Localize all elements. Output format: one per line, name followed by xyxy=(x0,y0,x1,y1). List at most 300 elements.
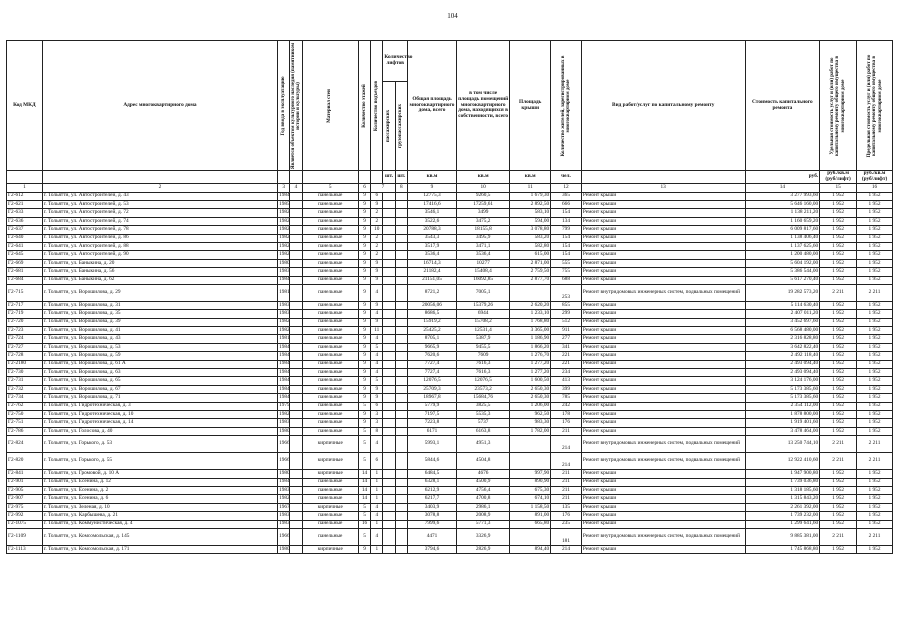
cell-roof-area: 582,80 xyxy=(510,242,551,250)
cell-cost: 5 604 192,00 xyxy=(745,259,820,267)
cell-cost: 3 642 822,40 xyxy=(745,343,820,351)
cell-cost: 5 173 385,60 xyxy=(745,394,820,402)
cell-entrances: 3 xyxy=(371,411,383,419)
cell-owned-area: 4756,4 xyxy=(457,486,510,494)
cell-max-cost: 1 952 xyxy=(857,259,893,267)
cell-total-area: 3536,4 xyxy=(407,251,456,259)
cell-floors: 14 xyxy=(358,470,370,478)
cell-lifts-passenger xyxy=(383,360,395,368)
cell-lifts-cargo xyxy=(395,402,407,410)
cell-year: 1982 xyxy=(278,251,290,259)
cell-residents: 221 xyxy=(551,360,582,368)
cell-owned-area: 15684,76 xyxy=(457,394,510,402)
header-cost: Стоимость капитального ремонта xyxy=(745,41,820,171)
cell-heritage xyxy=(290,327,302,335)
cell-material: панельные xyxy=(302,318,358,326)
cell-unit-cost: 1 952 xyxy=(820,343,857,351)
cell-residents: 341 xyxy=(551,343,582,351)
cell-work-type: Ремонт крыши xyxy=(581,495,745,503)
cell-lifts-passenger xyxy=(383,242,395,250)
cell-unit-cost: 1 952 xyxy=(820,301,857,309)
cell-cost: 5 173 385,60 xyxy=(745,385,820,393)
cell-roof-area: 3 365,00 xyxy=(510,327,551,335)
cell-residents: 666 xyxy=(551,201,582,209)
cell-lifts-passenger xyxy=(383,545,395,553)
cell-floors: 9 xyxy=(358,209,370,217)
cell-code: Г2-641 xyxy=(7,242,43,250)
table-row xyxy=(7,352,893,360)
cell-lifts-passenger xyxy=(383,528,395,545)
cell-heritage xyxy=(290,301,302,309)
table-row xyxy=(7,242,893,250)
cell-code: Г2-731 xyxy=(7,377,43,385)
cell-max-cost: 1 952 xyxy=(857,520,893,528)
cell-max-cost: 1 952 xyxy=(857,318,893,326)
cell-code: Г2-824 xyxy=(7,436,43,453)
cell-residents: 277 xyxy=(551,335,582,343)
cell-year: 1979 xyxy=(278,402,290,410)
cell-work-type: Ремонт крыши xyxy=(581,470,745,478)
table-row xyxy=(7,201,893,209)
cell-cost: 3 277 993,60 xyxy=(745,192,820,200)
header-floors-text: Количество этажей xyxy=(361,83,367,128)
cell-unit-cost: 1 952 xyxy=(820,520,857,528)
cell-floors: 9 xyxy=(358,192,370,200)
cell-lifts-passenger xyxy=(383,352,395,360)
cell-work-type: Ремонт крыши xyxy=(581,209,745,217)
table-row xyxy=(7,318,893,326)
cell-owned-area: 3495,9 xyxy=(457,234,510,242)
cell-owned-area: 17259,61 xyxy=(457,201,510,209)
cell-work-type: Ремонт крыши xyxy=(581,503,745,511)
cell-total-area: 12076,5 xyxy=(407,377,456,385)
cell-address: г. Тольятти, ул. Ворошилова, д. 41 xyxy=(42,327,277,335)
cell-year: 1984 xyxy=(278,360,290,368)
cell-work-type: Ремонт крыши xyxy=(581,545,745,553)
cell-address: г. Тольятти, ул. Ворошилова, д. 29 xyxy=(42,284,277,301)
column-number-row xyxy=(7,183,893,192)
cell-cost: 1 137 625,60 xyxy=(745,242,820,250)
cell-owned-area: 3471,1 xyxy=(457,242,510,250)
cell-address: г. Тольятти, ул. Есенина, д. 6 xyxy=(42,495,277,503)
cell-cost: 5 114 630,40 xyxy=(745,301,820,309)
cell-material: кирпичные xyxy=(302,470,358,478)
cell-address: г. Тольятти, ул. Автостроителей, д. 88 xyxy=(42,242,277,250)
cell-work-type: Ремонт крыши xyxy=(581,486,745,494)
cell-roof-area: 2 620,20 xyxy=(510,301,551,309)
cell-unit-cost: 1 952 xyxy=(820,251,857,259)
cell-floors: 9 xyxy=(358,352,370,360)
cell-material: панельные xyxy=(302,411,358,419)
cell-entrances: 9 xyxy=(371,259,383,267)
cell-year: 1982 xyxy=(278,209,290,217)
cell-year: 1983 xyxy=(278,512,290,520)
cell-heritage xyxy=(290,411,302,419)
cell-floors: 9 xyxy=(358,284,370,301)
cell-heritage xyxy=(290,217,302,225)
cell-cost: 6 009 817,60 xyxy=(745,226,820,234)
header-work-type: Вид работ/услуг по капитальному ремонту xyxy=(581,41,745,171)
cell-unit-cost: 1 952 xyxy=(820,217,857,225)
cell-lifts-passenger xyxy=(383,512,395,520)
cell-material: панельные xyxy=(302,478,358,486)
cell-work-type: Ремонт внутридомовых инженерных систем, подвальных помещений xyxy=(581,453,745,470)
cell-year: 1984 xyxy=(278,343,290,351)
cell-heritage xyxy=(290,343,302,351)
cell-lifts-passenger xyxy=(383,343,395,351)
cell-roof-area: 1 782,00 xyxy=(510,427,551,435)
cell-residents: 154 xyxy=(551,209,582,217)
cell-roof-area xyxy=(510,284,551,301)
cell-roof-area: 594,00 xyxy=(510,217,551,225)
cell-work-type: Ремонт крыши xyxy=(581,201,745,209)
table-row xyxy=(7,234,893,242)
cell-address: г. Тольятти, ул. Горького, д. 53 xyxy=(42,436,277,453)
cell-total-area: 8721,2 xyxy=(407,284,456,301)
cell-unit-cost: 1 952 xyxy=(820,259,857,267)
cell-work-type: Ремонт крыши xyxy=(581,335,745,343)
cell-entrances: 1 xyxy=(371,470,383,478)
cell-residents: 176 xyxy=(551,512,582,520)
table-row xyxy=(7,470,893,478)
cell-lifts-passenger xyxy=(383,427,395,435)
cell-code: Г2-975 xyxy=(7,503,43,511)
cell-address: г. Тольятти, ул. Автостроителей, д. 90 xyxy=(42,251,277,259)
cell-work-type: Ремонт крыши xyxy=(581,360,745,368)
cell-code: Г2-820 xyxy=(7,453,43,470)
cell-max-cost: 2 211 xyxy=(857,453,893,470)
cell-code: Г2-901 xyxy=(7,478,43,486)
cell-max-cost: 1 952 xyxy=(857,369,893,377)
col-num: 14 xyxy=(745,183,820,192)
unit-cell xyxy=(290,171,302,184)
cell-address: г. Тольятти, ул. Автостроителей, д. 72 xyxy=(42,209,277,217)
cell-address: г. Тольятти, ул. Автостроителей, д. 74 xyxy=(42,217,277,225)
cell-floors: 9 xyxy=(358,419,370,427)
cell-total-area: 7620,6 xyxy=(407,352,456,360)
unit-owned-area: кв.м xyxy=(457,171,510,184)
cell-total-area: 9665,9 xyxy=(407,343,456,351)
cell-max-cost: 1 952 xyxy=(857,470,893,478)
cell-floors: 9 xyxy=(358,394,370,402)
cell-owned-area: 10277 xyxy=(457,259,510,267)
cell-entrances: 1 xyxy=(371,486,383,494)
cell-residents: 221 xyxy=(551,352,582,360)
cell-total-area: 8705,1 xyxy=(407,335,456,343)
cell-roof-area: 615,00 xyxy=(510,251,551,259)
cell-work-type: Ремонт крыши xyxy=(581,268,745,276)
col-num: 2 xyxy=(42,183,277,192)
cell-code: Г2-750 xyxy=(7,411,43,419)
cell-lifts-cargo xyxy=(395,486,407,494)
cell-cost: 1 318 185,60 xyxy=(745,486,820,494)
cell-max-cost: 1 952 xyxy=(857,402,893,410)
cell-entrances: 2 xyxy=(371,251,383,259)
cell-heritage xyxy=(290,377,302,385)
cell-code: Г2-637 xyxy=(7,226,43,234)
cell-address: г. Тольятти, ул. Баныкина, д. 62 xyxy=(42,276,277,284)
cell-year: 1984 xyxy=(278,192,290,200)
cell-residents: 911 xyxy=(551,327,582,335)
cell-lifts-cargo xyxy=(395,478,407,486)
table-row xyxy=(7,419,893,427)
cell-total-area: 3078,8 xyxy=(407,512,456,520)
cell-entrances: 2 xyxy=(371,217,383,225)
cell-year: 1982 xyxy=(278,242,290,250)
cell-floors: 9 xyxy=(358,301,370,309)
cell-work-type: Ремонт крыши xyxy=(581,192,745,200)
cell-heritage xyxy=(290,201,302,209)
cell-lifts-passenger xyxy=(383,310,395,318)
cell-total-area: 21151,05 xyxy=(407,276,456,284)
cell-floors: 9 xyxy=(358,259,370,267)
cell-entrances: 10 xyxy=(371,226,383,234)
cell-heritage xyxy=(290,209,302,217)
cell-roof-area: 1 206,00 xyxy=(510,402,551,410)
cell-unit-cost: 1 952 xyxy=(820,318,857,326)
cell-residents: 365 xyxy=(551,192,582,200)
cell-work-type: Ремонт крыши xyxy=(581,327,745,335)
cell-year: 1983 xyxy=(278,419,290,427)
table-row xyxy=(7,411,893,419)
cell-lifts-passenger xyxy=(383,503,395,511)
cell-unit-cost: 1 952 xyxy=(820,335,857,343)
cell-material: кирпичные xyxy=(302,503,358,511)
cell-cost: 1 739 036,80 xyxy=(745,478,820,486)
cell-work-type: Ремонт крыши xyxy=(581,310,745,318)
cell-heritage xyxy=(290,276,302,284)
cell-year: 1966 xyxy=(278,436,290,453)
cell-floors: 9 xyxy=(358,242,370,250)
unit-roof-area: кв.м xyxy=(510,171,551,184)
unit-cell xyxy=(371,171,383,184)
cell-lifts-cargo xyxy=(395,192,407,200)
cell-roof-area xyxy=(510,528,551,545)
cell-address: г. Тольятти, ул. Громовой, д. 10 А xyxy=(42,470,277,478)
cell-residents: 413 xyxy=(551,377,582,385)
cell-lifts-passenger xyxy=(383,394,395,402)
cell-unit-cost: 1 952 xyxy=(820,369,857,377)
cell-residents: 235 xyxy=(551,520,582,528)
cell-total-area: 5844,6 xyxy=(407,453,456,470)
cell-address: г. Тольятти, ул. Ворошилова, д. 63 xyxy=(42,369,277,377)
cell-owned-area: 7005,1 xyxy=(457,284,510,301)
cell-total-area: 25425,2 xyxy=(407,327,456,335)
cell-address: г. Тольятти, ул. Ворошилова, д. 39 xyxy=(42,318,277,326)
cell-floors: 14 xyxy=(358,495,370,503)
cell-lifts-passenger xyxy=(383,259,395,267)
header-year-text: Год ввода в эксплуатацию xyxy=(281,75,287,136)
cell-lifts-cargo xyxy=(395,411,407,419)
cell-code: Г2-728 xyxy=(7,352,43,360)
cell-cost: 1 138 211,20 xyxy=(745,209,820,217)
cell-roof-area: 890,90 xyxy=(510,478,551,486)
cell-heritage xyxy=(290,284,302,301)
cell-total-area: 7727,4 xyxy=(407,369,456,377)
cell-total-area: 18967,8 xyxy=(407,394,456,402)
cell-entrances: 4 xyxy=(371,352,383,360)
header-lifts-cargo-text: грузопассажирских xyxy=(398,103,404,149)
cell-unit-cost: 1 952 xyxy=(820,486,857,494)
cell-residents: 785 xyxy=(551,394,582,402)
cell-unit-cost: 1 952 xyxy=(820,226,857,234)
cell-floors: 9 xyxy=(358,343,370,351)
cell-max-cost: 1 952 xyxy=(857,385,893,393)
cell-code: Г2-636 xyxy=(7,217,43,225)
cell-cost: 3 478 464,00 xyxy=(745,427,820,435)
cell-lifts-passenger xyxy=(383,495,395,503)
cell-total-area: 6217,7 xyxy=(407,495,456,503)
cell-roof-area: 665,80 xyxy=(510,520,551,528)
cell-cost: 13 250 744,10 xyxy=(745,436,820,453)
cell-lifts-cargo xyxy=(395,419,407,427)
cell-lifts-cargo xyxy=(395,242,407,250)
cell-lifts-passenger xyxy=(383,411,395,419)
table-row xyxy=(7,495,893,503)
cell-heritage xyxy=(290,310,302,318)
cell-lifts-cargo xyxy=(395,318,407,326)
cell-cost: 1 160 659,20 xyxy=(745,217,820,225)
cell-work-type: Ремонт крыши xyxy=(581,251,745,259)
cell-cost: 9 885 381,00 xyxy=(745,528,820,545)
cell-lifts-passenger xyxy=(383,436,395,453)
cell-entrances: 6 xyxy=(371,402,383,410)
header-floors xyxy=(358,41,370,171)
table-row xyxy=(7,402,893,410)
cell-entrances: 4 xyxy=(371,503,383,511)
cell-max-cost: 1 952 xyxy=(857,512,893,520)
cell-owned-area: 12531,4 xyxy=(457,327,510,335)
cell-heritage xyxy=(290,520,302,528)
cell-unit-cost: 2 211 xyxy=(820,528,857,545)
cell-floors: 5 xyxy=(358,453,370,470)
cell-year: 1981 xyxy=(278,335,290,343)
cell-year: 1982 xyxy=(278,318,290,326)
cell-address: г. Тольятти, ул. Баныкина, д. 20 xyxy=(42,259,277,267)
cell-entrances: 6 xyxy=(371,192,383,200)
cell-roof-area: 2 650,30 xyxy=(510,394,551,402)
cell-lifts-cargo xyxy=(395,335,407,343)
cell-lifts-cargo xyxy=(395,427,407,435)
cell-max-cost: 1 952 xyxy=(857,201,893,209)
cell-entrances: 4 xyxy=(371,310,383,318)
cell-max-cost: 1 952 xyxy=(857,360,893,368)
unit-lifts-passenger: шт. xyxy=(383,171,395,184)
cell-cost: 1 947 900,80 xyxy=(745,470,820,478)
cell-unit-cost: 1 952 xyxy=(820,495,857,503)
cell-owned-area: 3499 xyxy=(457,209,510,217)
cell-entrances: 8 xyxy=(371,427,383,435)
cell-lifts-cargo xyxy=(395,301,407,309)
cell-max-cost: 1 952 xyxy=(857,268,893,276)
cell-lifts-cargo xyxy=(395,470,407,478)
cell-lifts-cargo xyxy=(395,453,407,470)
cell-roof-area: 1 866,20 xyxy=(510,343,551,351)
cell-owned-area: 3475,2 xyxy=(457,217,510,225)
cell-owned-area: 4951,3 xyxy=(457,436,510,453)
cell-owned-area: 4500,9 xyxy=(457,478,510,486)
cell-roof-area: 3 078,80 xyxy=(510,226,551,234)
cell-max-cost: 1 952 xyxy=(857,486,893,494)
cell-code: Г2-724 xyxy=(7,335,43,343)
cell-address: г. Тольятти, ул. Голосова, д. 40 xyxy=(42,427,277,435)
unit-cell xyxy=(358,171,370,184)
cell-address: г. Тольятти, ул. Ворошилова, д. 61 А xyxy=(42,360,277,368)
cell-lifts-passenger xyxy=(383,301,395,309)
header-address: Адрес многоквартирного дома xyxy=(42,41,277,171)
cell-owned-area: 16092,85 xyxy=(457,276,510,284)
cell-owned-area: 4700,8 xyxy=(457,495,510,503)
header-unit-cost xyxy=(820,41,857,171)
cell-lifts-cargo xyxy=(395,284,407,301)
cell-max-cost: 2 211 xyxy=(857,436,893,453)
table-row xyxy=(7,385,893,393)
cell-floors: 9 xyxy=(358,201,370,209)
cell-entrances: 5 xyxy=(371,343,383,351)
cell-address: г. Тольятти, ул. Карбышева, д. 21 xyxy=(42,512,277,520)
cell-year: 1984 xyxy=(278,352,290,360)
cell-year: 1982 xyxy=(278,234,290,242)
cell-roof-area: 1 233,10 xyxy=(510,310,551,318)
cell-address: г. Тольятти, ул. Автостроителей, д. 53 xyxy=(42,201,277,209)
header-roof-area: Площадь крыши xyxy=(510,41,551,171)
cell-cost: 3 452 697,60 xyxy=(745,318,820,326)
cell-heritage xyxy=(290,226,302,234)
cell-unit-cost: 1 952 xyxy=(820,427,857,435)
cell-entrances: 4 xyxy=(371,335,383,343)
cell-lifts-passenger xyxy=(383,251,395,259)
table-row xyxy=(7,251,893,259)
cell-unit-cost: 1 952 xyxy=(820,276,857,284)
cell-floors: 9 xyxy=(358,369,370,377)
cell-code: Г2-669 xyxy=(7,259,43,267)
cell-year: 1983 xyxy=(278,520,290,528)
cell-roof-area: 674,10 xyxy=(510,495,551,503)
cell-residents: 181 xyxy=(551,528,582,545)
cell-floors: 9 xyxy=(358,335,370,343)
cell-material: панельные xyxy=(302,251,358,259)
cell-owned-area: 7609 xyxy=(457,352,510,360)
cell-lifts-passenger xyxy=(383,385,395,393)
header-kod-mkd: Код МКД xyxy=(7,41,43,171)
cell-year: 1984 xyxy=(278,478,290,486)
cell-entrances: 1 xyxy=(371,545,383,553)
cell-entrances: 2 xyxy=(371,242,383,250)
cell-floors: 5 xyxy=(358,427,370,435)
cell-lifts-cargo xyxy=(395,520,407,528)
cell-code: Г2-727 xyxy=(7,343,43,351)
cell-code: Г2-841 xyxy=(7,470,43,478)
table-row xyxy=(7,259,893,267)
cell-residents: 178 xyxy=(551,411,582,419)
cell-year: 1967 xyxy=(278,503,290,511)
cell-lifts-passenger xyxy=(383,234,395,242)
cell-max-cost: 1 952 xyxy=(857,276,893,284)
cell-max-cost: 1 952 xyxy=(857,503,893,511)
cell-unit-cost: 2 211 xyxy=(820,453,857,470)
cell-total-area: 15919,2 xyxy=(407,318,456,326)
col-num: 13 xyxy=(581,183,745,192)
cell-year: 1980 xyxy=(278,427,290,435)
cell-heritage xyxy=(290,242,302,250)
cell-heritage xyxy=(290,192,302,200)
cell-work-type: Ремонт крыши xyxy=(581,520,745,528)
cell-material: панельные xyxy=(302,242,358,250)
cell-unit-cost: 1 952 xyxy=(820,327,857,335)
cell-residents: 154 xyxy=(551,234,582,242)
cell-heritage xyxy=(290,470,302,478)
cell-unit-cost: 1 952 xyxy=(820,234,857,242)
